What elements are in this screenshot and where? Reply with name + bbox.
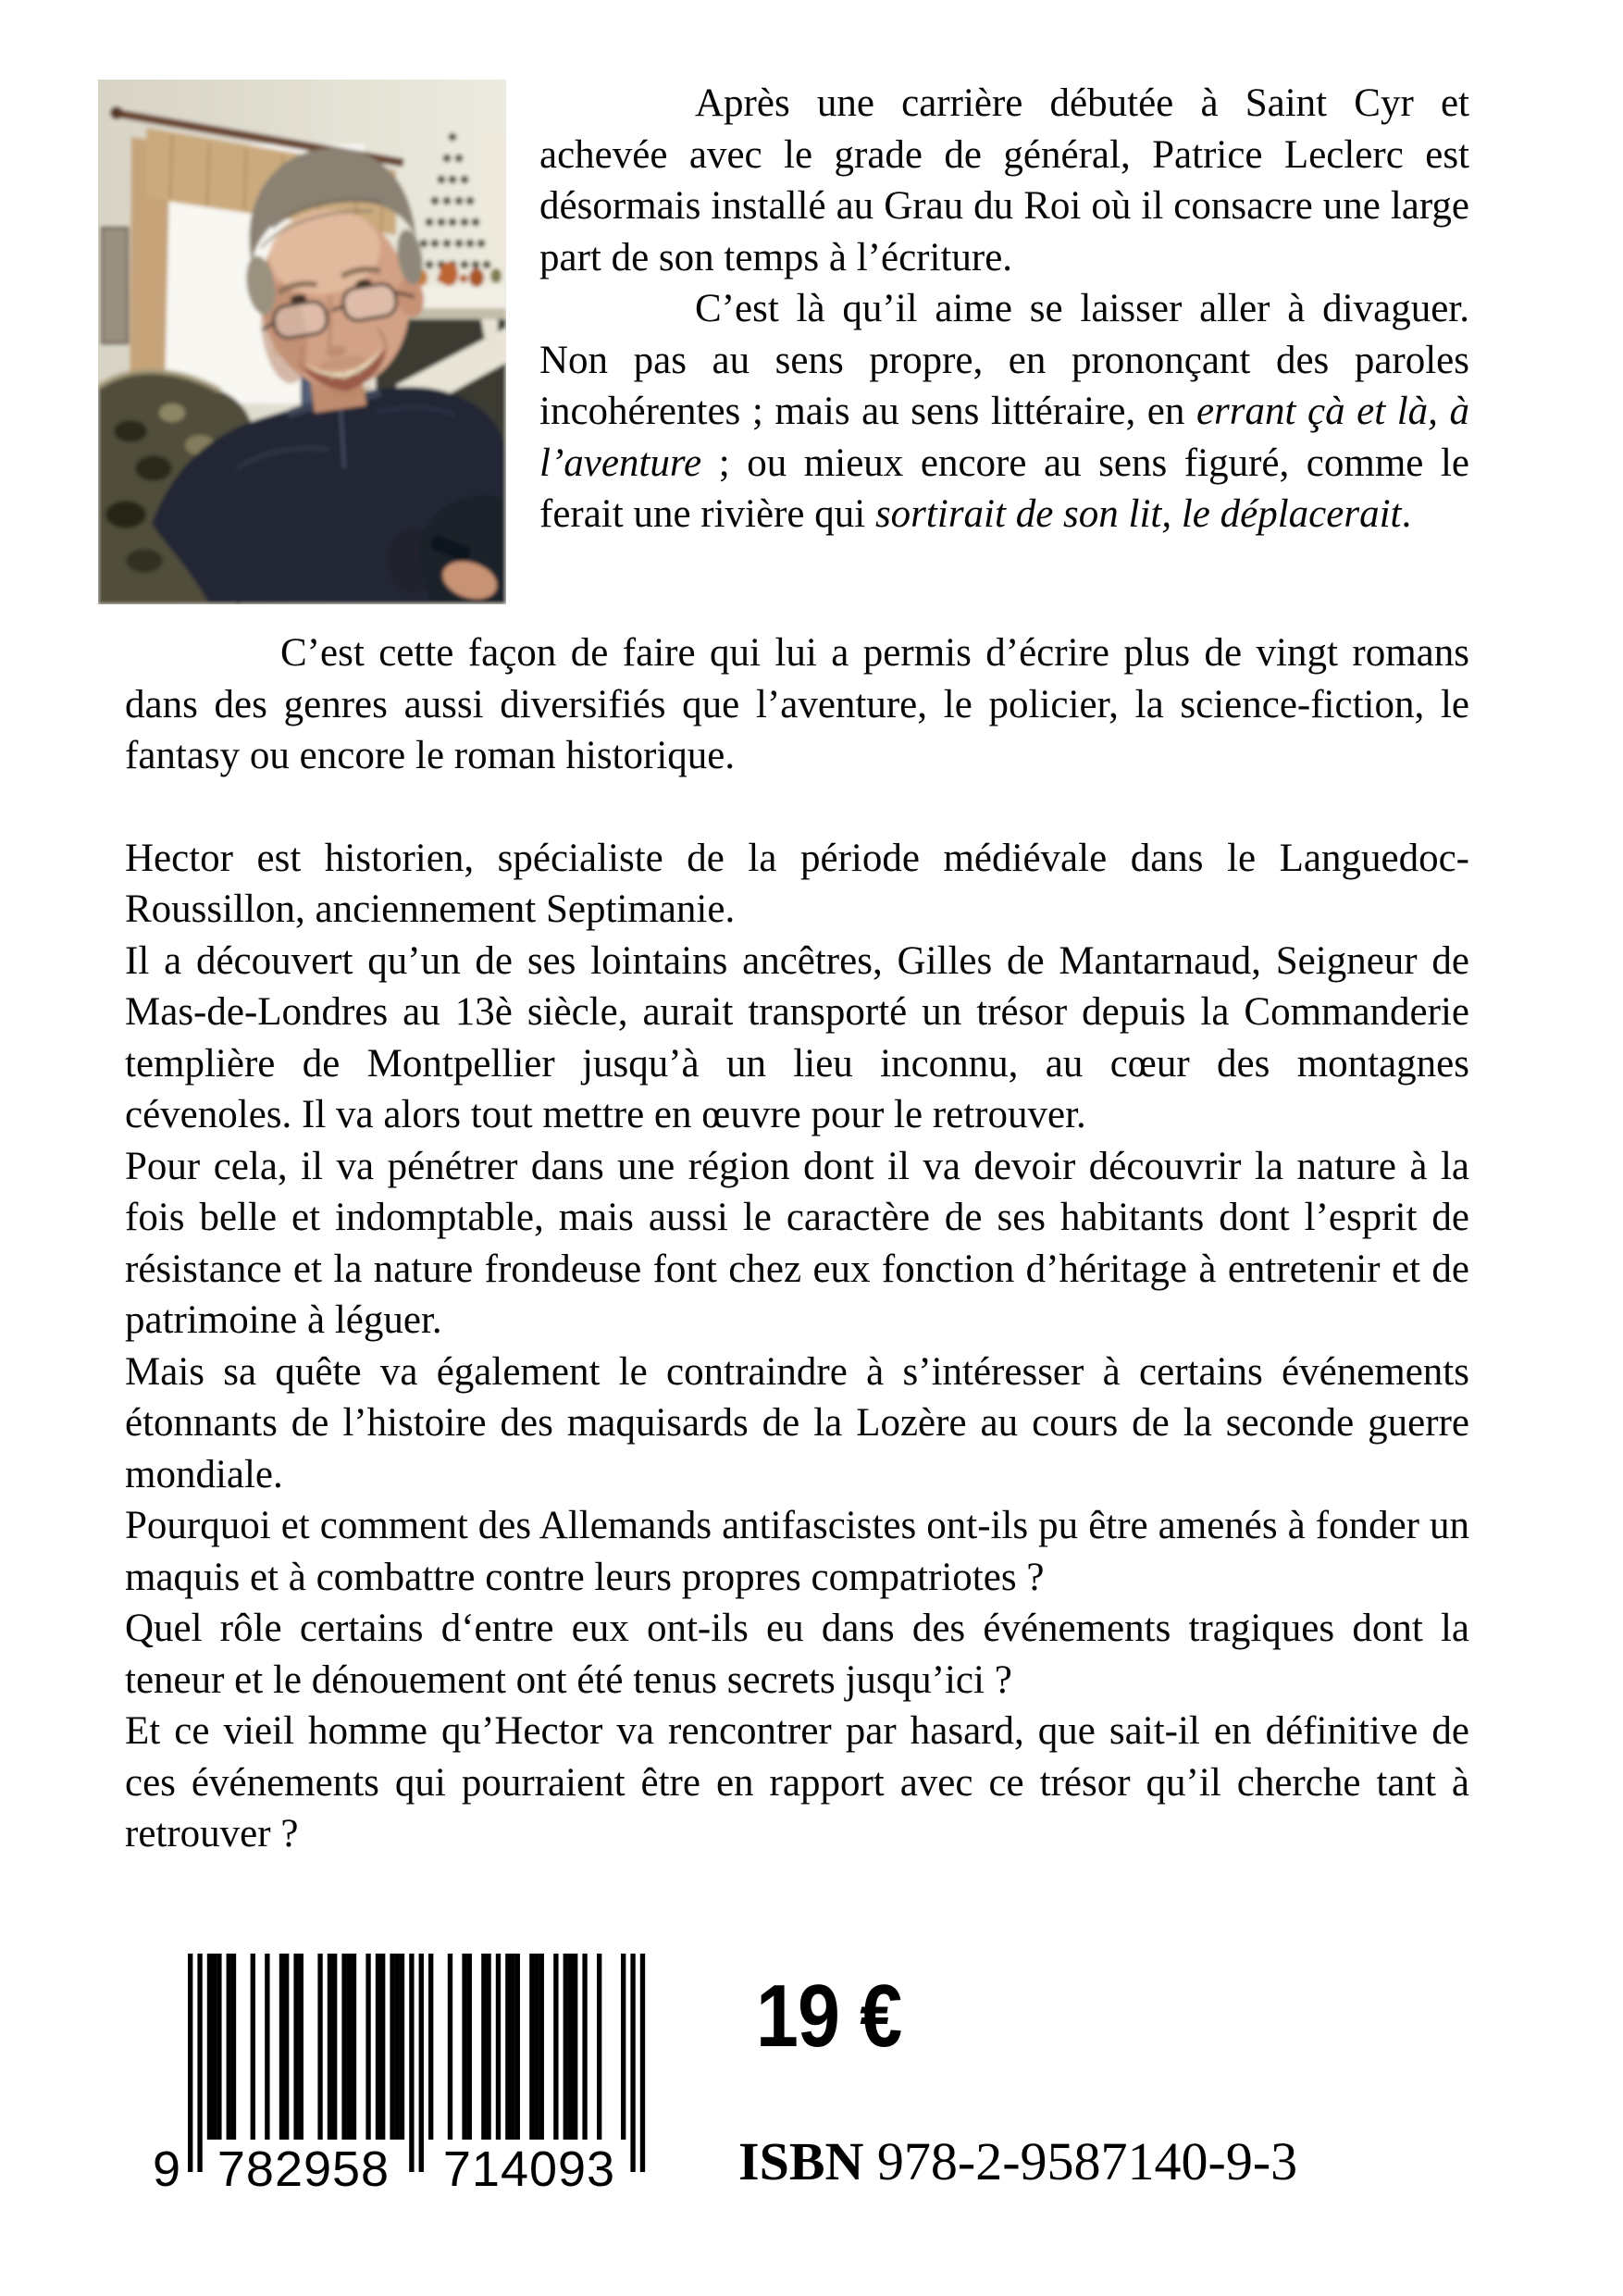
bio-paragraph-1: Après une carrière débutée à Saint Cyr et achevée avec le grade de général, Patrice Leclerc est désormais installé au Grau du Roi où il consacre une large part de son temps à l’écriture.	[539, 81, 1469, 279]
isbn-label: ISBN	[738, 2130, 864, 2191]
isbn-barcode	[148, 1954, 648, 2196]
bio-p2-mid: ; ou mieux encore au sens figuré, comme le ferait une rivière qui	[539, 441, 1469, 536]
barcode-digits-group1: 782958	[217, 2141, 390, 2196]
bio-p2-lead: C’est là qu’il aime se laisser aller à divaguer. Non pas au sens propre, en prononçant des paroles incohérentes ; mais au sens littéraire, en	[539, 287, 1469, 433]
bio-p2-italic-1: errant çà et là, à l’aventure	[539, 390, 1469, 485]
synopsis-paragraph-7: Et ce vieil homme qu’Hector va rencontrer par hasard, que sait-il en définitive de ces événements qui pourraient être en rapport avec ce trésor qu’il cherche tant à retrouver ?	[125, 1709, 1469, 1855]
price: 19 €	[756, 1966, 902, 2066]
bio-p2-end: .	[1401, 492, 1412, 536]
synopsis	[125, 833, 1469, 1860]
synopsis-paragraph-3: Pour cela, il va pénétrer dans une région dont il va devoir découvrir la nature à la fois belle et indomptable, mais aussi le caractère de ses habitants dont l’esprit de résistance et la nature frondeuse font chez eux fonction d’héritage à entretenir et de patrimoine à léguer.	[125, 1144, 1469, 1342]
barcode-digit-left: 9	[152, 2141, 181, 2196]
bio-p2-italic-2: sortirait de son lit, le déplacerait	[874, 492, 1402, 536]
synopsis-paragraph-1: Hector est historien, spécialiste de la période médiévale dans le Languedoc-Roussillon, anciennement Septimanie.	[125, 836, 1469, 931]
synopsis-paragraph-6: Quel rôle certains d‘entre eux ont-ils eu dans des événements tragiques dont la teneur et le dénouement ont été tenus secrets jusqu’ici ?	[125, 1607, 1469, 1702]
isbn-value: 978-2-9587140-9-3	[876, 2130, 1298, 2191]
synopsis-paragraph-4: Mais sa quête va également le contraindre à s’intéresser à certains événements étonnants de l’histoire des maquisards de la Lozère au cours de la seconde guerre mondiale.	[125, 1349, 1469, 1496]
synopsis-paragraph-5: Pourquoi et comment des Allemands antifascistes ont-ils pu être amenés à fonder un maquis et à combattre contre leurs propres compatriotes ?	[125, 1504, 1469, 1599]
synopsis-paragraph-2: Il a découvert qu’un de ses lointains ancêtres, Gilles de Mantarnaud, Seigneur de Mas-de-Londres au 13è siècle, aurait transporté un trésor depuis la Commanderie templière de Montpellier jusqu’à un lieu inconnu, au cœur des montagnes cévenoles. Il va alors tout mettre en œuvre pour le retrouver.	[125, 938, 1469, 1136]
barcode-digits-group2: 714093	[442, 2141, 616, 2196]
bio-paragraph-3: C’est cette façon de faire qui lui a permis d’écrire plus de vingt romans dans des genres aussi diversifiés que l’aventure, le policier, la science-fiction, le fantasy ou encore le roman historique.	[125, 631, 1469, 777]
author-photo	[98, 80, 506, 604]
isbn-line	[738, 2130, 1297, 2192]
wall-frame	[102, 228, 128, 343]
footer	[125, 1954, 1469, 2259]
barcode-bars	[188, 1954, 645, 2172]
